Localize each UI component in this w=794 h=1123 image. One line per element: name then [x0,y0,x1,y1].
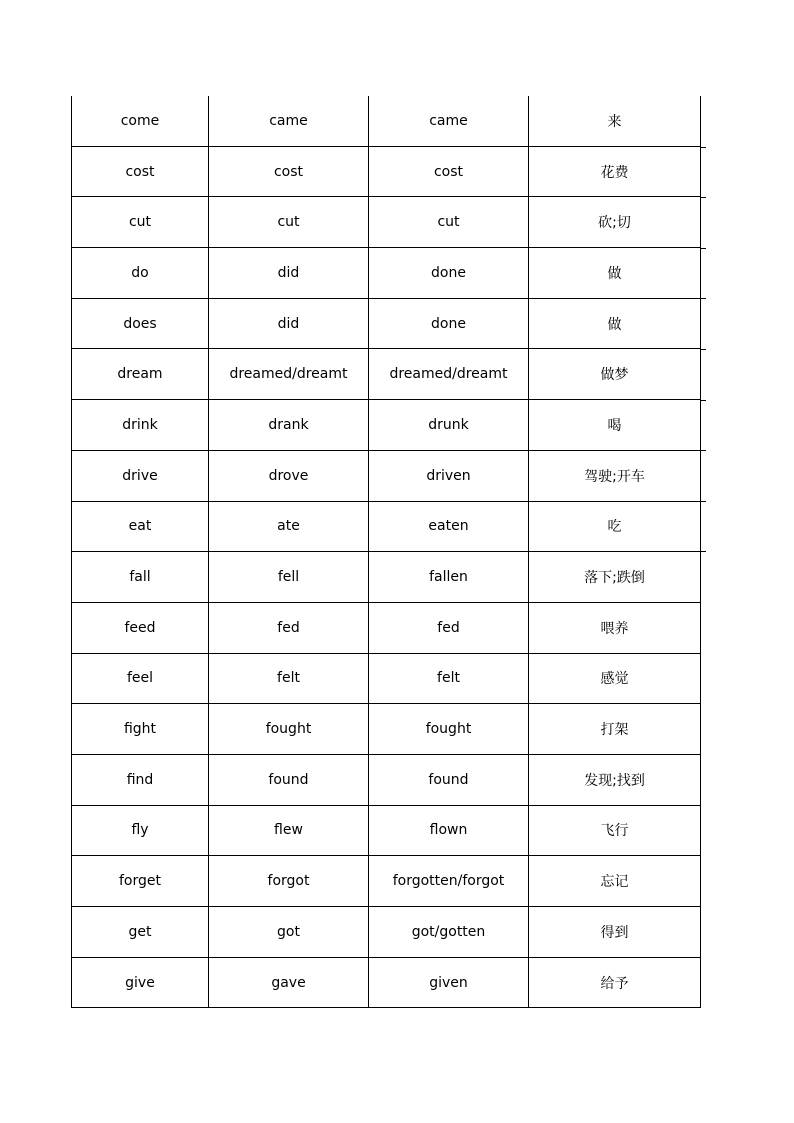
past-tense-cell: fed [209,602,369,653]
meaning-cell: 喂养 [529,602,701,653]
past-participle-cell: flown [369,805,529,856]
table-row [72,552,701,603]
meaning-cell: 驾驶;开车 [529,450,701,501]
meaning-cell: 做 [529,298,701,349]
meaning-cell: 花费 [529,146,701,197]
past-tense-cell: cut [209,197,369,248]
row-extension-tick [700,501,706,502]
table-row [72,501,701,552]
table-row [72,298,701,349]
meaning-cell: 飞行 [529,805,701,856]
past-tense-cell: felt [209,653,369,704]
past-participle-cell: done [369,248,529,299]
table-row [72,450,701,501]
past-participle-cell: felt [369,653,529,704]
past-tense-cell: drove [209,450,369,501]
base-form-cell: drink [72,400,209,451]
base-form-cell: forget [72,856,209,907]
table-row [72,704,701,755]
meaning-cell: 得到 [529,907,701,958]
meaning-cell: 落下;跌倒 [529,552,701,603]
base-form-cell: give [72,957,209,1008]
row-extension-tick [700,197,706,198]
row-extension-tick [700,551,706,552]
meaning-cell: 发现;找到 [529,754,701,805]
base-form-cell: fight [72,704,209,755]
past-participle-cell: fallen [369,552,529,603]
table-row [72,856,701,907]
base-form-cell: cut [72,197,209,248]
past-participle-cell: given [369,957,529,1008]
past-tense-cell: cost [209,146,369,197]
past-tense-cell: came [209,96,369,146]
meaning-cell: 砍;切 [529,197,701,248]
meaning-cell: 忘记 [529,856,701,907]
past-participle-cell: came [369,96,529,146]
past-tense-cell: drank [209,400,369,451]
meaning-cell: 给予 [529,957,701,1008]
past-participle-cell: got/gotten [369,907,529,958]
base-form-cell: come [72,96,209,146]
base-form-cell: fall [72,552,209,603]
verb-table-body [72,96,701,1008]
past-participle-cell: eaten [369,501,529,552]
table-row [72,957,701,1008]
row-extension-tick [700,349,706,350]
row-extension-tick [700,298,706,299]
row-extension-tick [700,400,706,401]
table-row [72,805,701,856]
past-participle-cell: dreamed/dreamt [369,349,529,400]
table-row [72,400,701,451]
table-row [72,349,701,400]
past-tense-cell: got [209,907,369,958]
past-tense-cell: did [209,298,369,349]
past-tense-cell: fell [209,552,369,603]
past-tense-cell: forgot [209,856,369,907]
past-participle-cell: fed [369,602,529,653]
past-tense-cell: gave [209,957,369,1008]
meaning-cell: 感觉 [529,653,701,704]
past-participle-cell: forgotten/forgot [369,856,529,907]
table-row [72,197,701,248]
base-form-cell: fly [72,805,209,856]
verb-table-container [71,96,701,1008]
past-tense-cell: did [209,248,369,299]
base-form-cell: does [72,298,209,349]
table-row [72,754,701,805]
base-form-cell: feed [72,602,209,653]
table-row [72,146,701,197]
past-tense-cell: ate [209,501,369,552]
irregular-verbs-table [71,96,701,1008]
meaning-cell: 来 [529,96,701,146]
past-tense-cell: found [209,754,369,805]
meaning-cell: 喝 [529,400,701,451]
row-extension-tick [700,147,706,148]
meaning-cell: 打架 [529,704,701,755]
table-row [72,907,701,958]
past-participle-cell: found [369,754,529,805]
meaning-cell: 做 [529,248,701,299]
base-form-cell: drive [72,450,209,501]
table-row [72,248,701,299]
past-participle-cell: drunk [369,400,529,451]
row-extension-tick [700,248,706,249]
table-row [72,653,701,704]
base-form-cell: get [72,907,209,958]
past-tense-cell: fought [209,704,369,755]
row-extension-tick [700,450,706,451]
base-form-cell: find [72,754,209,805]
base-form-cell: dream [72,349,209,400]
past-tense-cell: flew [209,805,369,856]
base-form-cell: do [72,248,209,299]
table-row [72,602,701,653]
past-participle-cell: driven [369,450,529,501]
meaning-cell: 吃 [529,501,701,552]
base-form-cell: feel [72,653,209,704]
past-participle-cell: cost [369,146,529,197]
base-form-cell: eat [72,501,209,552]
base-form-cell: cost [72,146,209,197]
table-row [72,96,701,146]
past-participle-cell: done [369,298,529,349]
meaning-cell: 做梦 [529,349,701,400]
past-participle-cell: fought [369,704,529,755]
past-participle-cell: cut [369,197,529,248]
past-tense-cell: dreamed/dreamt [209,349,369,400]
